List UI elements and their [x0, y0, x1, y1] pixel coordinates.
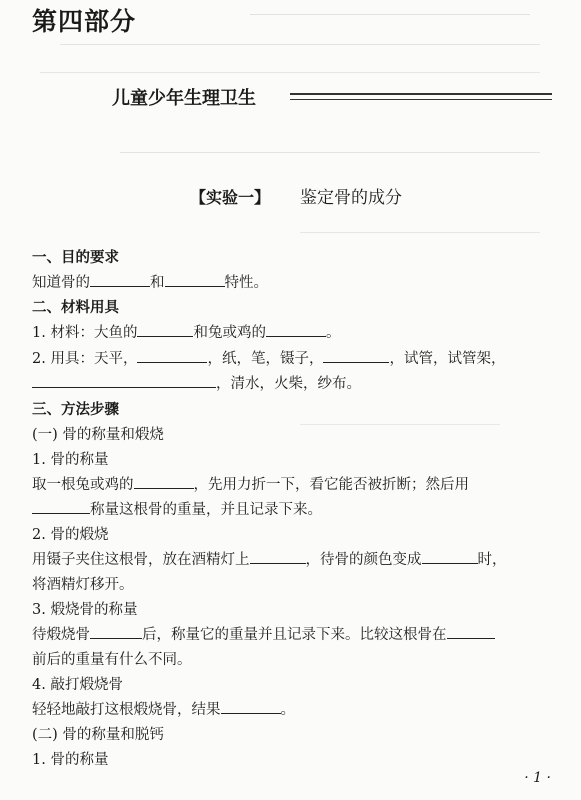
- text-segment: 。: [325, 325, 341, 341]
- text-segment: 轻轻地敲打这根煅烧骨，结果: [32, 702, 221, 718]
- fill-blank[interactable]: [137, 348, 207, 363]
- experiment-heading: [190, 183, 402, 208]
- bleed-through-line: [120, 152, 540, 153]
- step-title: 1. 骨的称量: [32, 452, 109, 468]
- step-title: 3. 煅烧骨的称量: [32, 602, 138, 618]
- text-line: [32, 498, 552, 519]
- fill-blank[interactable]: [134, 474, 194, 489]
- text-segment: 待煅烧骨: [32, 627, 90, 643]
- fill-blank[interactable]: [137, 322, 193, 337]
- text-segment: 1. 材料：大鱼的: [32, 325, 138, 341]
- text-line: [32, 473, 552, 494]
- chapter-heading: [112, 84, 552, 110]
- bleed-through-line: [250, 14, 530, 15]
- step-title: 2. 骨的煅烧: [32, 527, 109, 543]
- experiment-label: 【实验一】: [190, 188, 271, 207]
- experiment-title: 鉴定骨的成分: [300, 188, 403, 208]
- fill-blank[interactable]: [165, 272, 225, 287]
- text-segment: ，清水，火柴，纱布。: [216, 376, 361, 392]
- fill-blank[interactable]: [323, 348, 389, 363]
- section-heading-steps: 三、方法步骤: [32, 402, 119, 418]
- text-segment: 特性。: [224, 275, 268, 291]
- text-segment: 2. 用具：天平，: [32, 351, 138, 367]
- text-line: [32, 372, 552, 393]
- text-segment: 和: [150, 275, 165, 291]
- fill-blank[interactable]: [32, 499, 90, 514]
- section-heading-purpose: 一、目的要求: [32, 250, 119, 266]
- text-segment: ，先用力折一下，看它能否被折断；然后用: [193, 477, 469, 493]
- step-title: 1. 骨的称量: [32, 752, 109, 768]
- fill-blank[interactable]: [90, 272, 150, 287]
- fill-blank[interactable]: [32, 373, 216, 388]
- page-number: · 1 ·: [524, 770, 551, 786]
- text-segment: 知道骨的: [32, 275, 90, 291]
- bleed-through-line: [300, 232, 540, 233]
- text-segment: 称量这根骨的重量，并且记录下来。: [90, 502, 322, 518]
- bleed-through-line: [60, 44, 540, 45]
- text-segment: 用镊子夹住这根骨，放在酒精灯上: [32, 552, 250, 568]
- fill-blank[interactable]: [447, 624, 495, 639]
- fill-blank[interactable]: [250, 549, 306, 564]
- text-segment: ，待骨的颜色变成: [305, 552, 422, 568]
- section-heading-materials: 二、材料用具: [32, 300, 119, 316]
- chapter-rule: [290, 93, 552, 100]
- text-line: 将酒精灯移开。: [32, 577, 134, 593]
- part-title: 第四部分: [32, 7, 137, 36]
- text-segment: 时，: [477, 552, 507, 568]
- text-segment: 取一根兔或鸡的: [32, 477, 134, 493]
- text-segment: 。: [280, 702, 295, 718]
- fill-blank[interactable]: [266, 322, 326, 337]
- text-line: 前后的重量有什么不同。: [32, 652, 192, 668]
- fill-blank[interactable]: [422, 549, 478, 564]
- subsection-title: (一) 骨的称量和煅烧: [32, 427, 164, 443]
- fill-blank[interactable]: [221, 699, 281, 714]
- text-segment: 后，称量它的重量并且记录下来。比较这根骨在: [142, 627, 447, 643]
- bleed-through-line: [40, 72, 540, 73]
- text-line: [32, 623, 552, 644]
- fill-blank[interactable]: [90, 624, 142, 639]
- text-line: [32, 321, 552, 342]
- text-segment: 和兔或鸡的: [193, 325, 266, 341]
- chapter-title: 儿童少年生理卫生: [112, 88, 256, 109]
- text-segment: ，纸，笔，镊子，: [207, 351, 324, 367]
- subsection-title: (二) 骨的称量和脱钙: [32, 727, 164, 743]
- text-line: [32, 698, 552, 719]
- text-segment: ，试管，试管架，: [389, 351, 506, 367]
- text-line: [32, 271, 552, 292]
- text-line: [32, 548, 552, 569]
- text-line: [32, 347, 552, 368]
- step-title: 4. 敲打煅烧骨: [32, 677, 123, 693]
